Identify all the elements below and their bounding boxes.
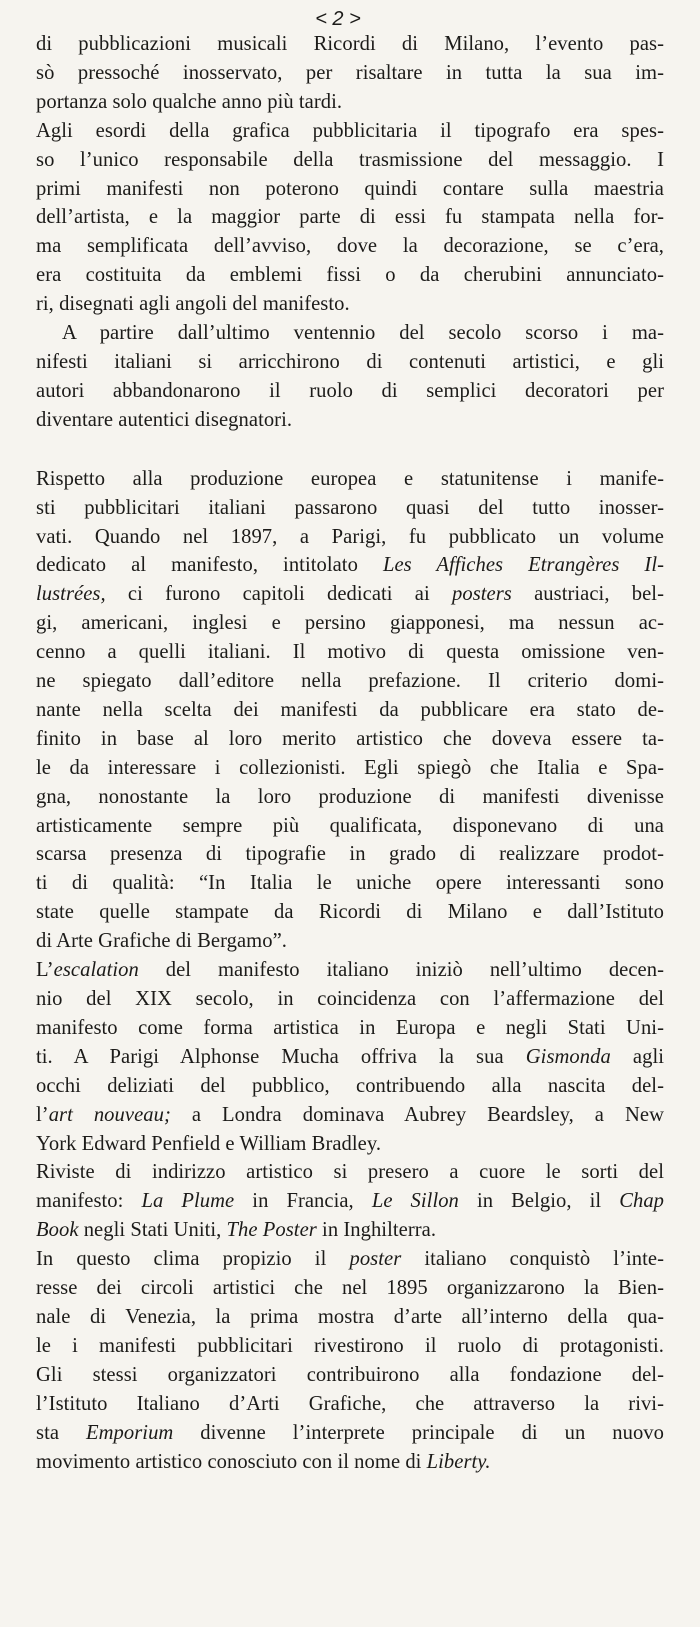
text-line: [36, 1216, 664, 1245]
paragraph: [36, 1158, 664, 1245]
text-run: le i manifesti pubblicitari rivestirono il ruolo di protagonisti.: [36, 1334, 664, 1357]
text-line: [36, 175, 664, 204]
text-run: divenne l’interprete principale di un nuovo: [173, 1421, 665, 1444]
text-run: gna, nonostante la loro produzione di manifesti divenisse: [36, 785, 664, 808]
text-run: in Belgio, il: [458, 1190, 620, 1213]
italic-text-run: poster: [349, 1248, 402, 1271]
text-line: [36, 551, 664, 580]
text-line: [36, 696, 664, 725]
text-run: dedicato al manifesto, intitolato: [36, 554, 383, 577]
text-run: ci furono capitoli dedicati ai: [105, 583, 453, 606]
text-run: state quelle stampate da Ricordi di Milano e dall’Istituto: [36, 901, 664, 924]
text-run: finito in base al loro merito artistico che doveva essere ta-: [36, 727, 664, 750]
text-line: [36, 1158, 664, 1187]
text-line: [36, 1448, 664, 1477]
italic-text-run: Les Affiches Etrangères Il-: [382, 554, 664, 577]
text-line: [36, 1072, 664, 1101]
text-line: [36, 580, 664, 609]
text-line: [36, 406, 664, 435]
italic-text-run: La Plume: [141, 1190, 235, 1213]
text-run: ri, disegnati agli angoli del manifesto.: [36, 293, 350, 316]
text-run: occhi deliziati del pubblico, contribuendo alla nascita del-: [36, 1074, 664, 1097]
text-line: [36, 290, 664, 319]
italic-text-run: Gismonda: [525, 1045, 611, 1068]
text-run: L’: [36, 959, 54, 982]
text-line: [36, 725, 664, 754]
text-line: [36, 783, 664, 812]
text-line: [36, 1274, 664, 1303]
text-run: cenno a quelli italiani. Il motivo di questa omissione ven-: [36, 641, 664, 664]
text-line: [36, 261, 664, 290]
text-line: [36, 754, 664, 783]
text-run: resse dei circoli artistici che nel 1895 organizzarono la Bien-: [36, 1277, 664, 1300]
text-run: Rispetto alla produzione europea e statunitense i manife-: [36, 467, 664, 490]
text-line: [36, 898, 664, 927]
text-run: movimento artistico conosciuto con il nome di: [36, 1450, 427, 1473]
text-line: [36, 1130, 664, 1159]
text-run: scarsa presenza di tipografie in grado di realizzare prodot-: [36, 843, 664, 866]
italic-text-run: The Poster: [226, 1219, 317, 1242]
text-line: [36, 1303, 664, 1332]
text-run: Gli stessi organizzatori contribuirono alla fondazione del-: [36, 1363, 664, 1386]
italic-text-run: Book: [36, 1219, 79, 1242]
text-run: agli: [610, 1045, 664, 1068]
text-run: di pubblicazioni musicali Ricordi di Milano, l’evento pas-: [36, 33, 664, 55]
paragraph: [36, 956, 664, 1158]
text-run: nio del XIX secolo, in coincidenza con l’affermazione del: [36, 988, 664, 1010]
text-line: [36, 117, 664, 146]
text-line: [36, 812, 664, 841]
text-line: [36, 840, 664, 869]
italic-text-run: escalation: [53, 959, 139, 982]
text-run: nifesti italiani si arricchirono di contenuti artistici, e gli: [36, 350, 664, 373]
text-run: primi manifesti non poterono quindi contare sulla maestria: [36, 177, 664, 200]
text-run: nale di Venezia, la prima mostra d’arte all’interno della qua-: [36, 1305, 664, 1328]
text-run: di Arte Grafiche di Bergamo”.: [36, 930, 287, 953]
paragraph: [36, 117, 664, 319]
text-run: sò pressoché inosservato, per risaltare in tutta la sua im-: [36, 61, 664, 84]
article-body: [36, 30, 664, 1476]
text-line: [36, 59, 664, 88]
italic-text-run: lustrées,: [36, 583, 106, 606]
paragraph: [36, 30, 664, 117]
text-line: [36, 1101, 664, 1130]
text-run: manifesto come forma artistica in Europa e negli Stati Uni-: [36, 1016, 664, 1039]
text-line: [36, 638, 664, 667]
text-run: ma semplificata dell’avviso, dove la decorazione, se c’era,: [36, 235, 664, 258]
text-run: artisticamente sempre più qualificata, disponevano di una: [36, 814, 664, 837]
text-run: dell’artista, e la maggior parte di essi fu stampata nella for-: [36, 206, 664, 229]
text-line: [36, 1245, 664, 1274]
text-run: portanza solo qualche anno più tardi.: [36, 90, 343, 113]
text-run: ne spiegato dall’editore nella prefazione. Il criterio domi-: [36, 670, 664, 693]
text-line: [36, 869, 664, 898]
text-run: autori abbandonarono il ruolo di semplici decoratori per: [36, 379, 664, 402]
text-line: [36, 146, 664, 175]
text-line: [36, 609, 664, 638]
text-run: In questo clima propizio il: [36, 1248, 350, 1271]
text-run: a Londra dominava Aubrey Beardsley, a New: [170, 1103, 664, 1126]
text-line: [36, 1419, 664, 1448]
text-run: so l’unico responsabile della trasmissione del messaggio. I: [36, 148, 664, 171]
text-run: in Inghilterra.: [316, 1219, 437, 1242]
text-line: [36, 1332, 664, 1361]
text-run: italiano conquistò l’inte-: [401, 1248, 664, 1271]
text-run: negli Stati Uniti,: [78, 1219, 227, 1242]
text-line: [36, 232, 664, 261]
text-run: sti pubblicitari italiani passarono quasi del tutto inosser-: [36, 496, 664, 519]
text-line: [36, 1390, 664, 1419]
text-line: [36, 203, 664, 232]
text-run: ti di qualità: “In Italia le uniche opere interessanti sono: [36, 872, 664, 895]
text-line: [36, 927, 664, 956]
text-line: [36, 667, 664, 696]
text-line: [36, 1187, 664, 1216]
text-run: ti. A Parigi Alphonse Mucha offriva la sua: [36, 1045, 526, 1068]
text-run: del manifesto italiano iniziò nell’ultimo decen-: [138, 959, 664, 982]
text-run: York Edward Penfield e William Bradley.: [36, 1132, 382, 1155]
paragraph: [36, 319, 664, 435]
italic-text-run: Emporium: [85, 1421, 174, 1444]
text-run: Riviste di indirizzo artistico si presero a cuore le sorti del: [36, 1161, 664, 1184]
text-line: [36, 88, 664, 117]
paragraph-gap: [36, 435, 664, 465]
text-line: [36, 1361, 664, 1390]
paragraph: [36, 465, 664, 956]
text-line: [36, 465, 664, 494]
text-run: gi, americani, inglesi e persino giapponesi, ma nessun ac-: [36, 612, 664, 635]
italic-text-run: Chap: [619, 1190, 665, 1213]
text-line: [36, 985, 664, 1014]
text-line: [36, 494, 664, 523]
text-line: [36, 523, 664, 552]
text-line: [36, 348, 664, 377]
text-run: nante nella scelta dei manifesti da pubblicare era stato de-: [36, 698, 664, 721]
text-run: vati. Quando nel 1897, a Parigi, fu pubblicato un volume: [36, 525, 664, 548]
text-run: sta: [36, 1421, 86, 1444]
text-run: A partire dall’ultimo ventennio del secolo scorso i ma-: [62, 322, 664, 345]
italic-text-run: Liberty.: [426, 1450, 491, 1473]
italic-text-run: art nouveau;: [48, 1103, 171, 1126]
paragraph: [36, 1245, 664, 1476]
text-run: in Francia,: [234, 1190, 372, 1213]
text-line: [36, 1014, 664, 1043]
text-line: [36, 30, 664, 59]
text-line: [36, 956, 664, 985]
text-run: l’Istituto Italiano d’Arti Grafiche, che attraverso la rivi-: [36, 1392, 664, 1415]
text-line: [36, 1043, 664, 1072]
page-number: < 2 >: [315, 8, 361, 30]
text-run: l’: [36, 1103, 49, 1126]
text-line: [36, 377, 664, 406]
text-run: le da interessare i collezionisti. Egli spiegò che Italia e Spa-: [36, 756, 664, 779]
text-run: Agli esordi della grafica pubblicitaria il tipografo era spes-: [36, 119, 664, 142]
text-run: manifesto:: [36, 1190, 142, 1213]
text-run: era costituita da emblemi fissi o da cherubini annunciato-: [36, 264, 664, 287]
text-run: austriaci, bel-: [511, 583, 664, 606]
text-line: [36, 319, 664, 348]
italic-text-run: posters: [452, 583, 512, 606]
text-run: diventare autentici disegnatori.: [36, 408, 293, 431]
italic-text-run: Le Sillon: [371, 1190, 459, 1213]
